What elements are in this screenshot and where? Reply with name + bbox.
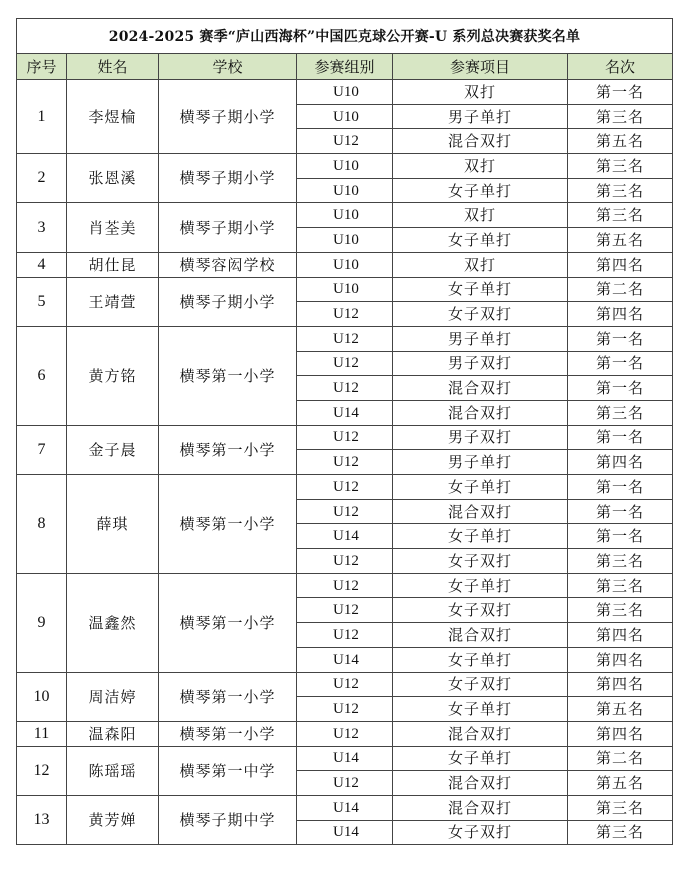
player-number: 12 <box>17 746 67 795</box>
entry-event: 女子单打 <box>393 178 568 203</box>
player-name: 肖荃美 <box>67 203 159 252</box>
entry-group: U12 <box>297 598 393 623</box>
player-name: 张恩溪 <box>67 154 159 203</box>
entry-place: 第五名 <box>568 771 673 796</box>
entry-group: U12 <box>297 623 393 648</box>
entry-event: 混合双打 <box>393 623 568 648</box>
entry-place: 第一名 <box>568 351 673 376</box>
entry-place: 第三名 <box>568 573 673 598</box>
entry-event: 女子双打 <box>393 549 568 574</box>
entry-place: 第一名 <box>568 425 673 450</box>
player-name: 胡仕昆 <box>67 252 159 277</box>
entry-group: U14 <box>297 820 393 845</box>
table-row <box>17 795 673 820</box>
column-header-school: 学校 <box>159 54 297 80</box>
entry-event: 男子双打 <box>393 351 568 376</box>
entry-event: 女子单打 <box>393 697 568 722</box>
entry-place: 第四名 <box>568 672 673 697</box>
table-row <box>17 80 673 105</box>
player-name: 陈瑶瑶 <box>67 746 159 795</box>
document-title: 2024-2025 赛季“庐山西海杯”中国匹克球公开赛-U 系列总决赛获奖名单 <box>17 19 673 54</box>
entry-place: 第一名 <box>568 524 673 549</box>
player-number: 1 <box>17 80 67 154</box>
player-school: 横琴第一小学 <box>159 672 297 721</box>
entry-event: 女子双打 <box>393 820 568 845</box>
title-row <box>17 19 673 54</box>
entry-place: 第一名 <box>568 475 673 500</box>
entry-event: 男子单打 <box>393 450 568 475</box>
entry-place: 第一名 <box>568 499 673 524</box>
entry-place: 第四名 <box>568 302 673 327</box>
entry-group: U12 <box>297 302 393 327</box>
table-row <box>17 277 673 302</box>
entry-event: 混合双打 <box>393 129 568 154</box>
player-school: 横琴第一小学 <box>159 326 297 425</box>
entry-place: 第四名 <box>568 721 673 746</box>
entry-event: 女子单打 <box>393 228 568 253</box>
entry-event: 混合双打 <box>393 771 568 796</box>
entry-event: 男子单打 <box>393 104 568 129</box>
entry-group: U12 <box>297 697 393 722</box>
entry-group: U12 <box>297 771 393 796</box>
entry-group: U10 <box>297 104 393 129</box>
column-header-number: 序号 <box>17 54 67 80</box>
table-row <box>17 475 673 500</box>
entry-event: 女子单打 <box>393 277 568 302</box>
entry-group: U14 <box>297 795 393 820</box>
player-number: 13 <box>17 795 67 844</box>
entry-group: U12 <box>297 499 393 524</box>
entry-group: U12 <box>297 549 393 574</box>
player-school: 横琴容闳学校 <box>159 252 297 277</box>
player-school: 横琴子期小学 <box>159 154 297 203</box>
entry-place: 第二名 <box>568 746 673 771</box>
entry-event: 双打 <box>393 154 568 179</box>
entry-place: 第四名 <box>568 647 673 672</box>
table-body <box>17 80 673 845</box>
awards-sheet <box>16 18 673 845</box>
table-row <box>17 154 673 179</box>
entry-group: U12 <box>297 721 393 746</box>
table-row <box>17 252 673 277</box>
entry-event: 女子双打 <box>393 598 568 623</box>
table-row <box>17 721 673 746</box>
player-school: 横琴第一小学 <box>159 425 297 474</box>
entry-group: U10 <box>297 252 393 277</box>
entry-group: U10 <box>297 178 393 203</box>
entry-event: 女子双打 <box>393 302 568 327</box>
column-header-place: 名次 <box>568 54 673 80</box>
entry-place: 第一名 <box>568 80 673 105</box>
player-name: 黄方铭 <box>67 326 159 425</box>
entry-event: 混合双打 <box>393 721 568 746</box>
player-school: 横琴第一小学 <box>159 573 297 672</box>
entry-event: 双打 <box>393 80 568 105</box>
player-name: 黄芳婵 <box>67 795 159 844</box>
entry-group: U10 <box>297 277 393 302</box>
entry-group: U12 <box>297 573 393 598</box>
player-number: 5 <box>17 277 67 326</box>
player-number: 10 <box>17 672 67 721</box>
entry-place: 第三名 <box>568 154 673 179</box>
entry-event: 男子双打 <box>393 425 568 450</box>
entry-event: 双打 <box>393 252 568 277</box>
player-school: 横琴子期小学 <box>159 203 297 252</box>
entry-event: 女子单打 <box>393 746 568 771</box>
entry-group: U12 <box>297 672 393 697</box>
player-number: 2 <box>17 154 67 203</box>
player-school: 横琴第一小学 <box>159 475 297 574</box>
entry-event: 女子单打 <box>393 524 568 549</box>
entry-group: U12 <box>297 351 393 376</box>
entry-event: 女子单打 <box>393 573 568 598</box>
entry-event: 混合双打 <box>393 499 568 524</box>
player-school: 横琴子期小学 <box>159 277 297 326</box>
entry-event: 混合双打 <box>393 376 568 401</box>
entry-group: U14 <box>297 746 393 771</box>
awards-table <box>16 18 673 845</box>
entry-group: U10 <box>297 154 393 179</box>
entry-place: 第一名 <box>568 376 673 401</box>
player-name: 薛琪 <box>67 475 159 574</box>
table-row <box>17 746 673 771</box>
entry-place: 第五名 <box>568 697 673 722</box>
player-school: 横琴第一小学 <box>159 721 297 746</box>
entry-event: 双打 <box>393 203 568 228</box>
table-row <box>17 203 673 228</box>
entry-group: U12 <box>297 376 393 401</box>
entry-place: 第四名 <box>568 623 673 648</box>
player-number: 8 <box>17 475 67 574</box>
column-header-name: 姓名 <box>67 54 159 80</box>
entry-event: 混合双打 <box>393 795 568 820</box>
entry-place: 第二名 <box>568 277 673 302</box>
header-row <box>17 54 673 80</box>
table-row <box>17 425 673 450</box>
entry-group: U12 <box>297 425 393 450</box>
entry-place: 第三名 <box>568 820 673 845</box>
player-name: 温森阳 <box>67 721 159 746</box>
entry-place: 第四名 <box>568 450 673 475</box>
entry-place: 第五名 <box>568 228 673 253</box>
entry-place: 第五名 <box>568 129 673 154</box>
entry-group: U12 <box>297 475 393 500</box>
player-number: 4 <box>17 252 67 277</box>
table-row <box>17 672 673 697</box>
entry-place: 第三名 <box>568 178 673 203</box>
entry-group: U10 <box>297 203 393 228</box>
player-number: 9 <box>17 573 67 672</box>
entry-group: U10 <box>297 80 393 105</box>
entry-group: U10 <box>297 228 393 253</box>
entry-place: 第一名 <box>568 326 673 351</box>
entry-group: U12 <box>297 450 393 475</box>
player-name: 王靖萱 <box>67 277 159 326</box>
player-name: 温鑫然 <box>67 573 159 672</box>
entry-event: 女子双打 <box>393 672 568 697</box>
player-number: 7 <box>17 425 67 474</box>
player-name: 金子晨 <box>67 425 159 474</box>
player-number: 3 <box>17 203 67 252</box>
entry-place: 第三名 <box>568 549 673 574</box>
column-header-group: 参赛组别 <box>297 54 393 80</box>
player-number: 11 <box>17 721 67 746</box>
entry-place: 第三名 <box>568 203 673 228</box>
entry-group: U14 <box>297 400 393 425</box>
entry-event: 混合双打 <box>393 400 568 425</box>
entry-group: U14 <box>297 524 393 549</box>
entry-group: U12 <box>297 326 393 351</box>
entry-group: U12 <box>297 129 393 154</box>
player-name: 周洁婷 <box>67 672 159 721</box>
entry-place: 第三名 <box>568 598 673 623</box>
player-school: 横琴子期小学 <box>159 80 297 154</box>
entry-event: 女子单打 <box>393 475 568 500</box>
table-row <box>17 573 673 598</box>
player-school: 横琴子期中学 <box>159 795 297 844</box>
entry-group: U14 <box>297 647 393 672</box>
player-name: 李煜棆 <box>67 80 159 154</box>
column-header-event: 参赛项目 <box>393 54 568 80</box>
entry-place: 第三名 <box>568 104 673 129</box>
entry-place: 第三名 <box>568 795 673 820</box>
player-number: 6 <box>17 326 67 425</box>
entry-event: 男子单打 <box>393 326 568 351</box>
entry-place: 第四名 <box>568 252 673 277</box>
entry-place: 第三名 <box>568 400 673 425</box>
table-row <box>17 326 673 351</box>
entry-event: 女子单打 <box>393 647 568 672</box>
player-school: 横琴第一中学 <box>159 746 297 795</box>
